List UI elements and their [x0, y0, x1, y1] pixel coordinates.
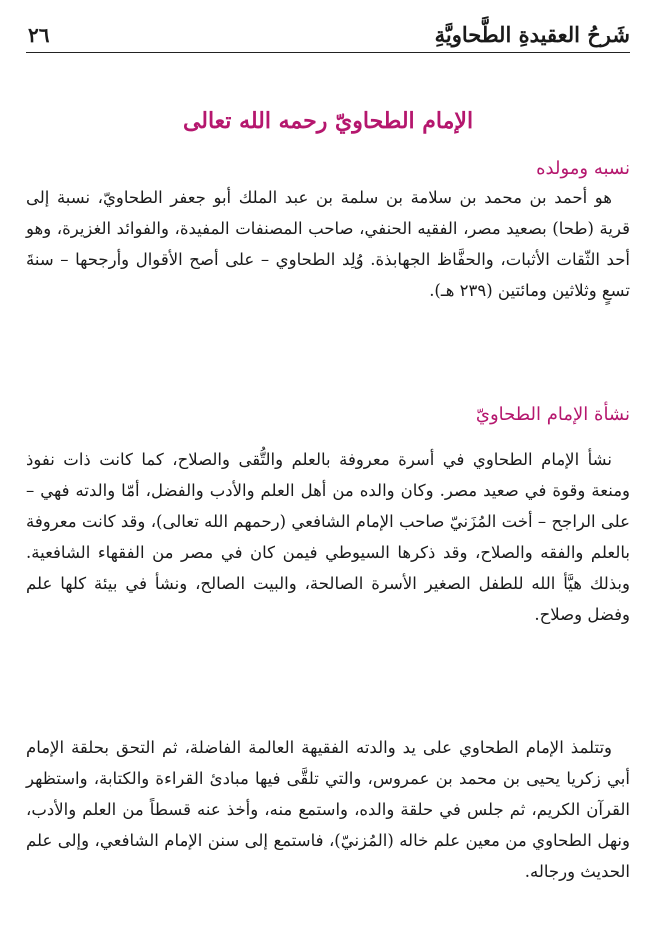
section-heading-lineage: نسبه ومولده — [536, 158, 630, 179]
running-title: شَرحُ العقيدةِ الطَّحاويَّةِ — [434, 22, 630, 47]
paragraph-upbringing: نشأ الإمام الطحاوي في أسرة معروفة بالعلم والتُّقى والصلاح، كما كانت ذات نفوذ ومنعة وقوة في صعيد مصر. وكان والده من أهل العلم والأدب والفضل، أمّا والدته فهي – على الراجح – أخت المُزَنيّ صاحب الإمام الشافعي (رحمهم الله تعالى)، وقد كانت معروفة بالعلم والفقه والصلاح، وقد ذكرها السيوطي فيمن كان في مصر من الفقهاء الشافعية. وبذلك هيَّأ الله للطفل الصغير الأسرة الصالحة، والبيت الصالح، ونشأ في بيئة كلها علم وفضل وصلاح. — [26, 450, 630, 624]
paragraph-lineage-birth: هو أحمد بن محمد بن سلامة بن سلمة بن عبد الملك أبو جعفر الطحاويّ، نسبة إلى قرية (طحا) بصعيد مصر، الفقيه الحنفي، صاحب المصنفات المفيدة، والفوائد الغزيرة، وهو أحد الثّقات الأثبات، والحفَّاظ الجهابذة. وُلِد الطحاوي – على أصح الأقوال وأرجحها – سنةَ تسعٍ وثلاثين ومائتين (٢٣٩ هـ). — [26, 188, 630, 300]
running-header — [26, 18, 630, 53]
chapter-title: الإمام الطحاويّ رحمه الله تعالى — [182, 108, 474, 134]
page-number: ٢٦ — [28, 23, 50, 47]
paragraph-education: وتتلمذ الإمام الطحاوي على يد والدته الفقيهة العالمة الفاضلة، ثم التحق بحلقة الإمام أبي زكريا يحيى بن محمد بن عمروس، والتي تلقَّى فيها مبادئ القراءة والكتابة، واستظهر القرآن الكريم، ثم جلس في حلقة والده، واستمع منه، وأخذ عنه قسطاً من العلم والأدب، ونهل الطحاوي من معين علم خاله (المُزنيّ)، فاستمع إلى سنن الإمام الشافعي، وإلى علم الحديث ورجاله. — [26, 738, 630, 881]
section-heading-upbringing: نشأة الإمام الطحاويّ — [475, 404, 630, 425]
book-page — [26, 0, 630, 942]
